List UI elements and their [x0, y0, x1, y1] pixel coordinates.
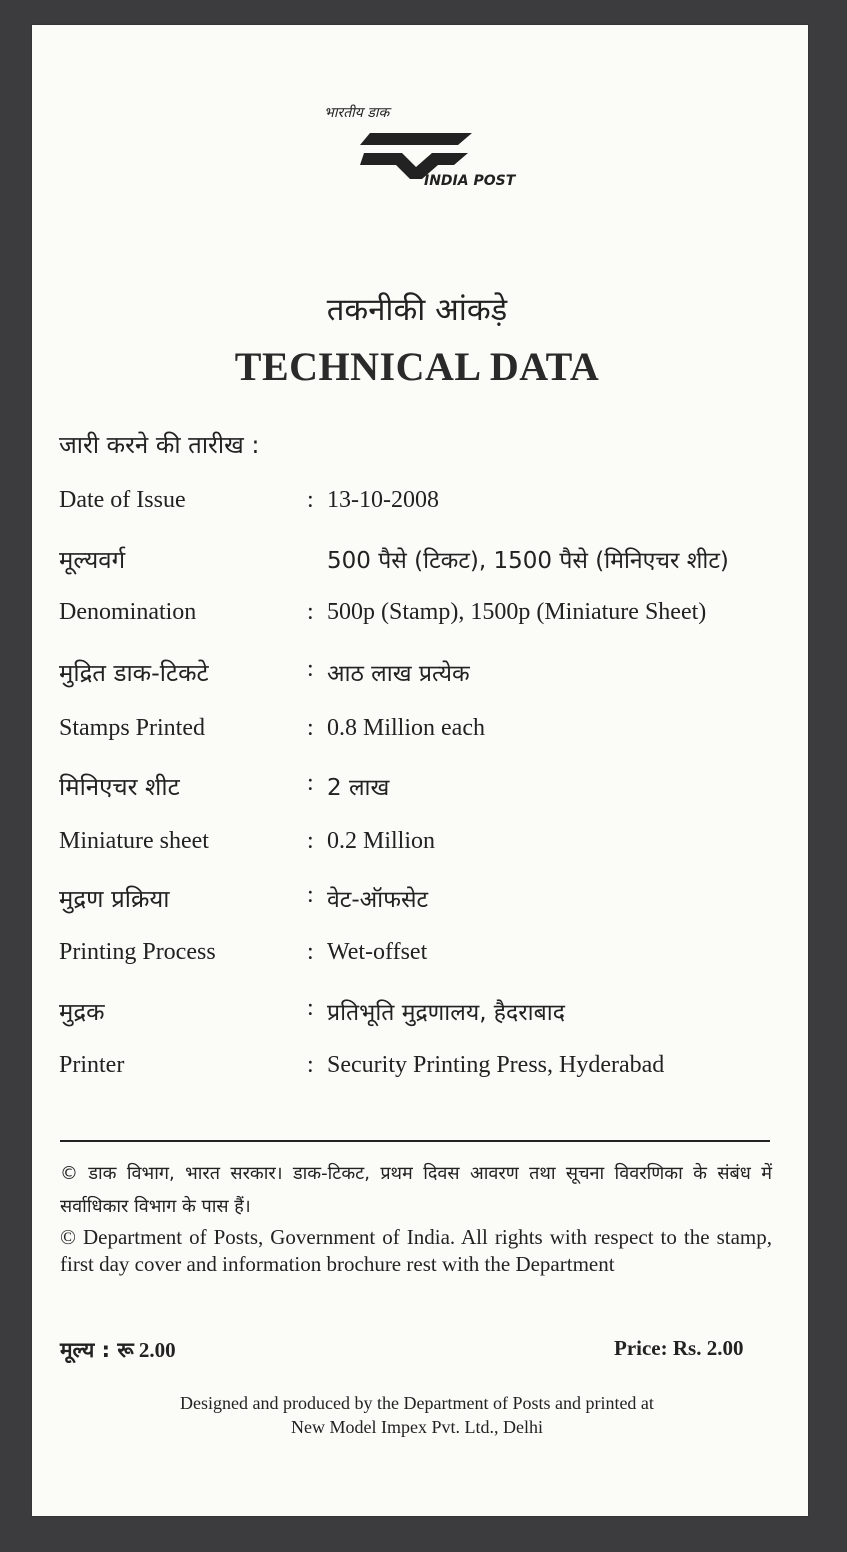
- row-colon: :: [307, 770, 314, 796]
- technical-data-sheet: [32, 25, 808, 1516]
- row-value: Security Printing Press, Hyderabad: [327, 1052, 665, 1078]
- title-hindi: तकनीकी आंकड़े: [326, 292, 508, 328]
- row-label: मूल्यवर्ग: [59, 546, 126, 574]
- row-label: मिनिएचर शीट: [59, 773, 180, 801]
- row-label: मुद्रक: [59, 998, 105, 1026]
- row-label: Denomination: [59, 599, 197, 625]
- row-label: Stamps Printed: [59, 715, 206, 741]
- row-value: 500p (Stamp), 1500p (Miniature Sheet): [327, 599, 707, 625]
- row-value: 0.2 Million: [327, 828, 436, 854]
- row-label: Date of Issue: [59, 487, 186, 513]
- copyright-english: © Department of Posts, Government of India. All rights with respect to the stamp, first day cover and information brochure rest with the Department: [60, 1225, 772, 1276]
- row-label: Printing Process: [59, 939, 216, 965]
- row-value: प्रतिभूति मुद्रणालय, हैदराबाद: [327, 1000, 565, 1026]
- row-colon: :: [307, 599, 314, 625]
- india-post-logo-text: INDIA POST: [424, 173, 516, 189]
- price-hindi-label: मूल्य : रू: [60, 1338, 134, 1362]
- row-label: Printer: [59, 1052, 125, 1078]
- row-colon: :: [307, 882, 314, 908]
- row-colon: :: [307, 656, 314, 682]
- copyright-hindi: © डाक विभाग, भारत सरकार। डाक-टिकट, प्रथम दिवस आवरण तथा सूचना विवरणिका के संबंध में सर्वाधिकार विभाग के पास हैं।: [60, 1163, 772, 1217]
- row-value: 0.8 Million each: [327, 715, 485, 741]
- price-hindi-value: 2.00: [138, 1338, 176, 1362]
- row-value: आठ लाख प्रत्येक: [327, 661, 470, 687]
- row-label: Miniature sheet: [59, 828, 209, 854]
- divider: [60, 1140, 770, 1142]
- row-value: 500 पैसे (टिकट), 1500 पैसे (मिनिएचर शीट): [327, 548, 729, 574]
- row-value: 2 लाख: [327, 775, 390, 801]
- row-colon: :: [307, 939, 314, 965]
- credit-line-1: Designed and produced by the Department of Posts and printed at: [180, 1393, 654, 1413]
- row-colon: :: [307, 487, 314, 513]
- row-label: मुद्रित डाक-टिकटे: [59, 659, 209, 687]
- row-colon: :: [307, 995, 314, 1021]
- row-label: जारी करने की तारीख :: [59, 431, 260, 459]
- row-label: मुद्रण प्रक्रिया: [59, 885, 170, 913]
- row-colon: :: [307, 828, 314, 854]
- row-colon: :: [307, 715, 314, 741]
- price-english: Price: Rs. 2.00: [614, 1336, 744, 1360]
- price-hindi: [60, 1336, 176, 1364]
- row-value: Wet-offset: [327, 939, 428, 965]
- row-value: 13-10-2008: [327, 487, 439, 513]
- credit: [32, 1391, 802, 1439]
- logo-hindi-text: भारतीय डाक: [324, 105, 390, 121]
- title-english: TECHNICAL DATA: [234, 344, 600, 389]
- credit-line-2: New Model Impex Pvt. Ltd., Delhi: [291, 1417, 543, 1437]
- row-colon: :: [307, 1052, 314, 1078]
- row-value: वेट-ऑफसेट: [327, 887, 429, 913]
